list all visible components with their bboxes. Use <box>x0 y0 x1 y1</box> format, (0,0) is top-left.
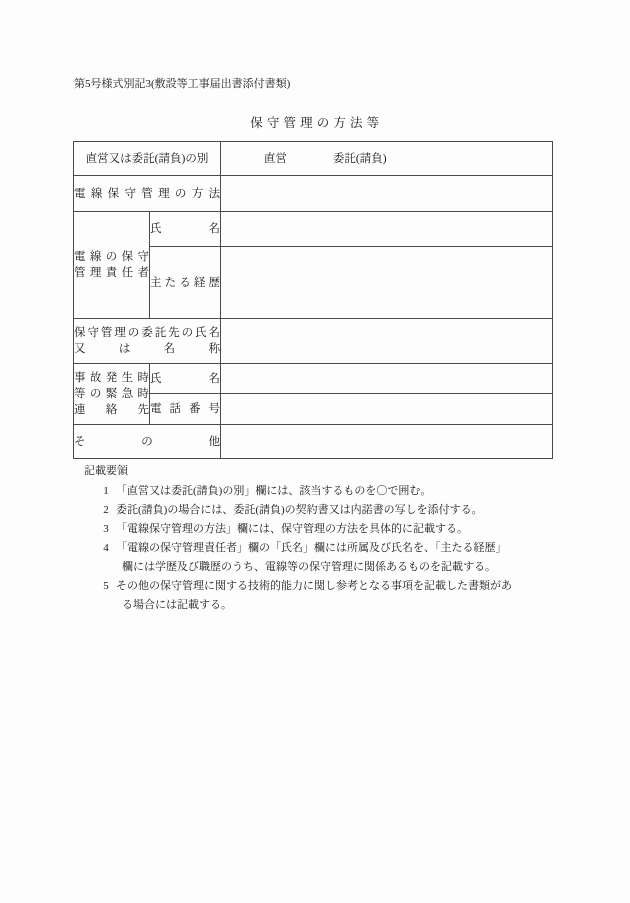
label-emergency-contact: 事故発生時 等の緊急時 連 絡 先 <box>74 364 150 425</box>
notes-section <box>84 462 564 615</box>
value-manager-name[interactable] <box>221 212 553 247</box>
note-continuation: る場合には記載する。 <box>122 599 232 611</box>
note-text: 「電線保守管理の方法」欄には、保守管理の方法を具体的に記載する。 <box>116 523 468 535</box>
note-item <box>84 577 564 596</box>
note-text: その他の保守管理に関する技術的能力に関し参考となる事項を記載した書類があ <box>116 580 512 592</box>
note-number: 5 <box>103 580 109 592</box>
note-number: 3 <box>103 523 109 535</box>
option-direct-management[interactable]: 直営 <box>264 152 288 165</box>
note-item <box>84 501 564 520</box>
label-contractor-name: 保守管理の委託先の氏名 又 は 名 称 <box>74 319 221 364</box>
note-number: 2 <box>103 504 109 516</box>
value-management-type[interactable] <box>221 142 553 176</box>
table-row-contractor-name <box>74 319 553 364</box>
table-row-management-type <box>74 142 553 176</box>
table-row-other <box>74 425 553 459</box>
note-number: 1 <box>103 485 109 497</box>
document-title: 保 守 管 理 の 方 法 等 <box>250 116 380 130</box>
note-continuation: 欄には学歴及び職歴のうち、電線等の保守管理に関係あるものを記載する。 <box>122 561 496 573</box>
note-item <box>84 520 564 539</box>
label-maintenance-method: 電線保守管理の方法 <box>74 176 221 212</box>
option-contracted-management[interactable]: 委託(請負) <box>332 152 387 165</box>
sublabel-manager-career: 主たる経歴 <box>150 247 221 319</box>
table-row-emergency-contact-name <box>74 364 553 394</box>
note-item <box>84 482 564 501</box>
value-emergency-name[interactable] <box>221 364 553 394</box>
label-other: そ の 他 <box>74 425 221 459</box>
form-number-header: 第5号様式別記3(敷設等工事届出書添付書類) <box>74 78 291 90</box>
value-other[interactable] <box>221 425 553 459</box>
note-text: 委託(請負)の場合には、委託(請負)の契約書又は内諾書の写しを添付する。 <box>116 504 483 516</box>
note-number: 4 <box>103 542 109 554</box>
table-row-maintenance-method <box>74 176 553 212</box>
value-manager-career[interactable] <box>221 247 553 319</box>
table-row-manager-name <box>74 212 553 247</box>
note-item <box>84 539 564 558</box>
maintenance-management-table <box>73 141 553 459</box>
value-emergency-phone[interactable] <box>221 394 553 425</box>
value-contractor-name[interactable] <box>221 319 553 364</box>
notes-heading: 記載要領 <box>84 465 128 477</box>
value-maintenance-method[interactable] <box>221 176 553 212</box>
sublabel-emergency-name: 氏 名 <box>150 364 221 394</box>
note-text: 「電線の保守管理責任者」欄の「氏名」欄には所属及び氏名を、「主たる経歴」 <box>116 542 507 554</box>
label-maintenance-manager: 電線の保守 管理責任者 <box>74 212 150 319</box>
label-management-type: 直営又は委託(請負)の別 <box>74 142 221 176</box>
note-text: 「直営又は委託(請負)の別」欄には、該当するものを〇で囲む。 <box>116 485 432 497</box>
sublabel-emergency-phone: 電話番号 <box>150 394 221 425</box>
sublabel-manager-name: 氏 名 <box>150 212 221 247</box>
